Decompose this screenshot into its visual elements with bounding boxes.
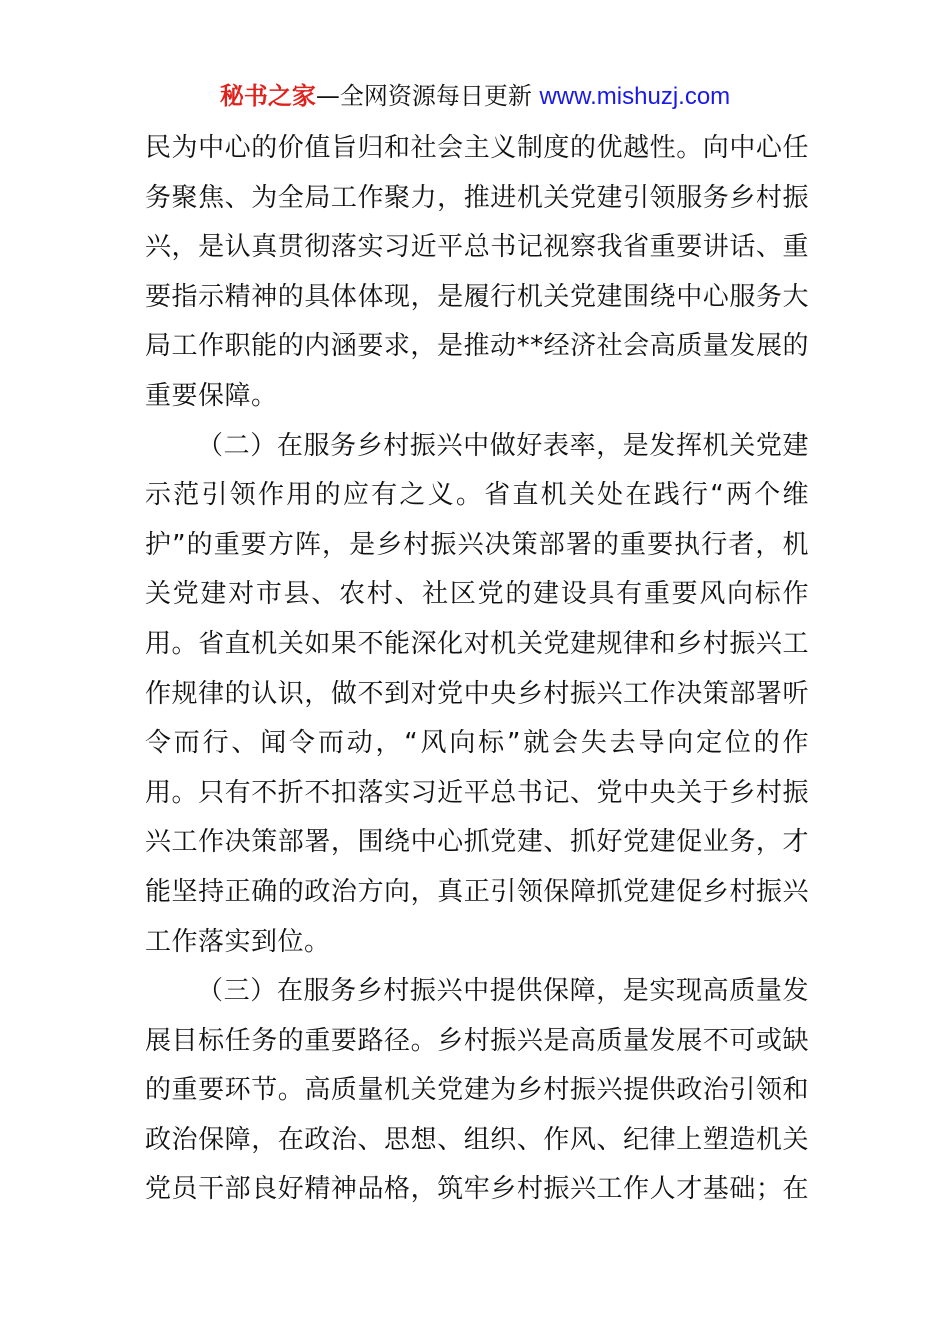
document-body [145,124,809,1215]
text-line: 令而行、闻令而动，“风向标”就会失去导向定位的作 [145,728,809,759]
site-header [0,80,950,113]
text-line: 关党建对市县、农村、社区党的建设具有重要风向标作 [145,579,809,610]
brand-name: 秘书之家 [219,82,316,110]
text-line: 党员干部良好精神品格，筑牢乡村振兴工作人才基础；在 [145,1174,809,1205]
text-line: 政治保障，在政治、思想、组织、作风、纪律上塑造机关 [145,1124,809,1155]
text-line: 兴，是认真贯彻落实习近平总书记视察我省重要讲话、重 [145,232,809,263]
text-line: 能坚持正确的政治方向，真正引领保障抓党建促乡村振兴 [145,876,809,907]
text-line: 务聚焦、为全局工作聚力，推进机关党建引领服务乡村振 [145,182,809,213]
text-line: 重要保障。 [145,380,278,411]
text-line: 要指示精神的具体体现，是履行机关党建围绕中心服务大 [145,281,809,312]
text-line: 用。省直机关如果不能深化对机关党建规律和乡村振兴工 [145,628,809,659]
text-line: 护”的重要方阵，是乡村振兴决策部署的重要执行者，机 [145,529,809,560]
text-line: 局工作职能的内涵要求，是推动**经济社会高质量发展的 [145,331,809,362]
text-line: 民为中心的价值旨归和社会主义制度的优越性。向中心任 [145,133,809,163]
paragraph-start-line: （二）在服务乡村振兴中做好表率，是发挥机关党建 [197,430,809,461]
paragraph-start-line: （三）在服务乡村振兴中提供保障，是实现高质量发 [197,976,809,1007]
text-line: 工作落实到位。 [145,926,331,957]
text-line: 示范引领作用的应有之义。省直机关处在践行“两个维 [145,480,809,511]
text-line: 兴工作决策部署，围绕中心抓党建、抓好党建促业务，才 [145,827,809,858]
text-line: 的重要环节。高质量机关党建为乡村振兴提供政治引领和 [145,1075,809,1106]
text-line: 作规律的认识，做不到对党中央乡村振兴工作决策部署听 [145,678,809,709]
text-line: 展目标任务的重要路径。乡村振兴是高质量发展不可或缺 [145,1025,809,1056]
text-line: 用。只有不折不扣落实习近平总书记、党中央关于乡村振 [145,777,809,808]
header-tagline: —全网资源每日更新 [315,82,532,110]
site-url-link[interactable]: www.mishuzj.com [539,83,731,110]
